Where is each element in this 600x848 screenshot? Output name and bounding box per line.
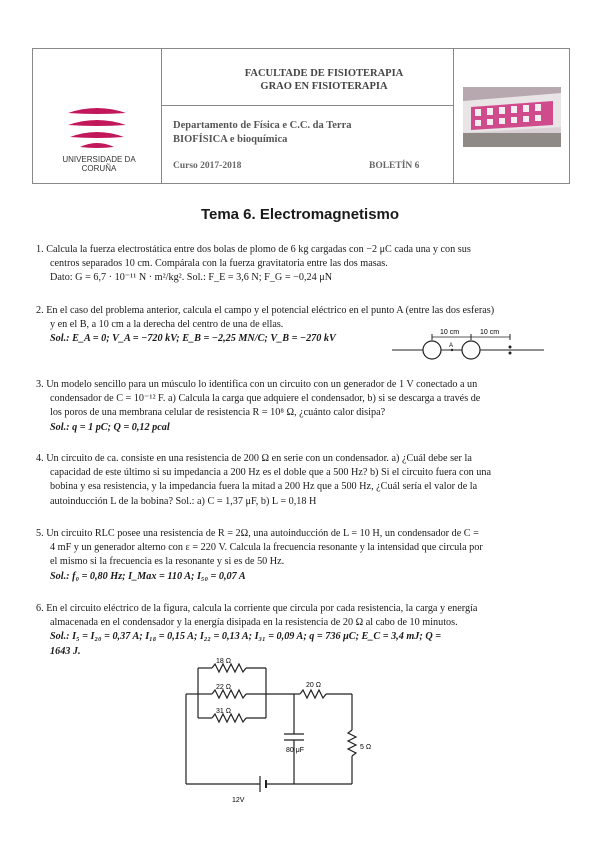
battery-label: 12V (232, 797, 245, 804)
resistor-20-label: 20 Ω (306, 682, 321, 689)
circuit-diagram (176, 654, 386, 804)
header-divider-left (161, 49, 162, 183)
page-title: Tema 6. Electromagnetismo (200, 206, 400, 223)
problem-solution: Sol.: f₀ = 0,80 Hz; I_Max = 110 A; I₅₀ = 0,07 A (50, 570, 246, 582)
faculty-name: FACULTADE DE FISIOTERAPIA (244, 68, 404, 79)
problem-line: 5. Un circuito RLC posee una resistencia de R = 2Ω, una autoinducción de L = 10 H, un condensador de C = (36, 528, 479, 539)
problem-line: y en el B, a 10 cm a la derecha del centro de una de ellas. (50, 319, 284, 331)
problem-line: centros separados 10 cm. Compárala con la fuerza gravitatoria entre las dos masas. (50, 258, 388, 270)
department-name: Departamento de Física e C.C. da Terra (173, 120, 352, 131)
problem-line: los poros de una membrana celular de resistencia R = 10⁸ Ω, ¿cuánto calor disipa? (50, 407, 386, 419)
resistor-5-label: 5 Ω (360, 744, 372, 751)
distance-label-left: 10 cm (440, 329, 460, 336)
distance-label-right: 10 cm (480, 329, 500, 336)
point-a-label: A (449, 343, 454, 349)
header-divider-horizontal (161, 105, 453, 106)
university-logo-icon (66, 105, 128, 151)
problem-1 (36, 243, 564, 286)
subject-name: BIOFÍSICA e bioquímica (173, 134, 288, 145)
problem-line: el mismo si la frecuencia es la resonante y si es de 50 Hz. (50, 556, 285, 568)
course-year: Curso 2017-2018 (173, 161, 242, 171)
problem-line: condensador de C = 10⁻¹² F. a) Calcula la carga que adquiere el condensador, b) si se descarga a través de (50, 393, 481, 405)
problem-solution: 1643 J. (50, 645, 81, 657)
problem-line: 2. En el caso del problema anterior, calcula el campo y el potencial eléctrico en el punto A (entre las dos esferas) (36, 305, 495, 316)
problem-line: bobina y esa resistencia, y la impedancia fuera la mitad a 200 Hz que a 500 Hz, ¿Cuál sería el valor de la (50, 481, 478, 493)
problem-solution: Sol.: E_A = 0; V_A = −720 kV; E_B = −2,25 MN/C; V_B = −270 kV (50, 333, 336, 345)
problem-solution: autoinducción L de la bobina? Sol.: a) C = 1,37 μF, b) L = 0,18 H (50, 495, 317, 507)
capacitor-label: 80 μF (286, 747, 305, 754)
building-photo (463, 87, 561, 147)
problem-line: 1. Calcula la fuerza electrostática entre dos bolas de plomo de 6 kg cargadas con −2 μC cada una y con sus (36, 244, 471, 255)
problem-line: almacenada en el condensador y la energía disipada en la resistencia de 20 Ω al cabo de 10 minutos. (50, 617, 458, 629)
problem-line: 4 mF y un generador alterno con ε = 220 V. Calcula la frecuencia resonante y la intensidad que circula por (50, 542, 483, 554)
resistor-18-label: 18 Ω (216, 658, 231, 665)
problem-line: 6. En el circuito eléctrico de la figura, calcula la corriente que circula por cada resistencia, la carga y energía (36, 603, 478, 614)
problem-solution: Sol.: q = 1 pC; Q = 0,12 pcal (50, 421, 170, 433)
header-box (32, 48, 570, 184)
problem-5 (36, 527, 564, 584)
problem-solution: Sol.: I₅ = I₂₀ = 0,37 A; I₁₈ = 0,15 A; I₂₂ = 0,13 A; I₃₁ = 0,09 A; q = 736 μC; E_C = 3,4 mJ; Q = (50, 631, 442, 643)
university-name: UNIVERSIDADE DA CORUÑA (62, 155, 136, 173)
problem-3 (36, 378, 564, 435)
problem-4 (36, 452, 564, 509)
problem-solution: Dato: G = 6,7 · 10⁻¹¹ N · m²/kg². Sol.: F_E = 3,6 N; F_G = −0,24 μN (50, 272, 333, 284)
spheres-figure (388, 324, 548, 362)
problem-line: capacidad de este último si su impedancia a 200 Hz es el doble que a 500 Hz? b) Si el circuito fuera con una (50, 467, 492, 479)
resistor-31-label: 31 Ω (216, 708, 231, 715)
problem-line: 3. Un modelo sencillo para un músculo lo identifica con un circuito con un generador de 1 V conectado a un (36, 379, 478, 390)
resistor-22-label: 22 Ω (216, 684, 231, 691)
degree-name: GRAO EN FISIOTERAPIA (260, 81, 388, 92)
problem-line: 4. Un circuito de ca. consiste en una resistencia de 200 Ω en serie con un condensador. a) ¿Cuál debe ser la (36, 453, 472, 464)
problem-6 (36, 602, 564, 659)
bulletin-number: BOLETÍN 6 (369, 161, 420, 171)
